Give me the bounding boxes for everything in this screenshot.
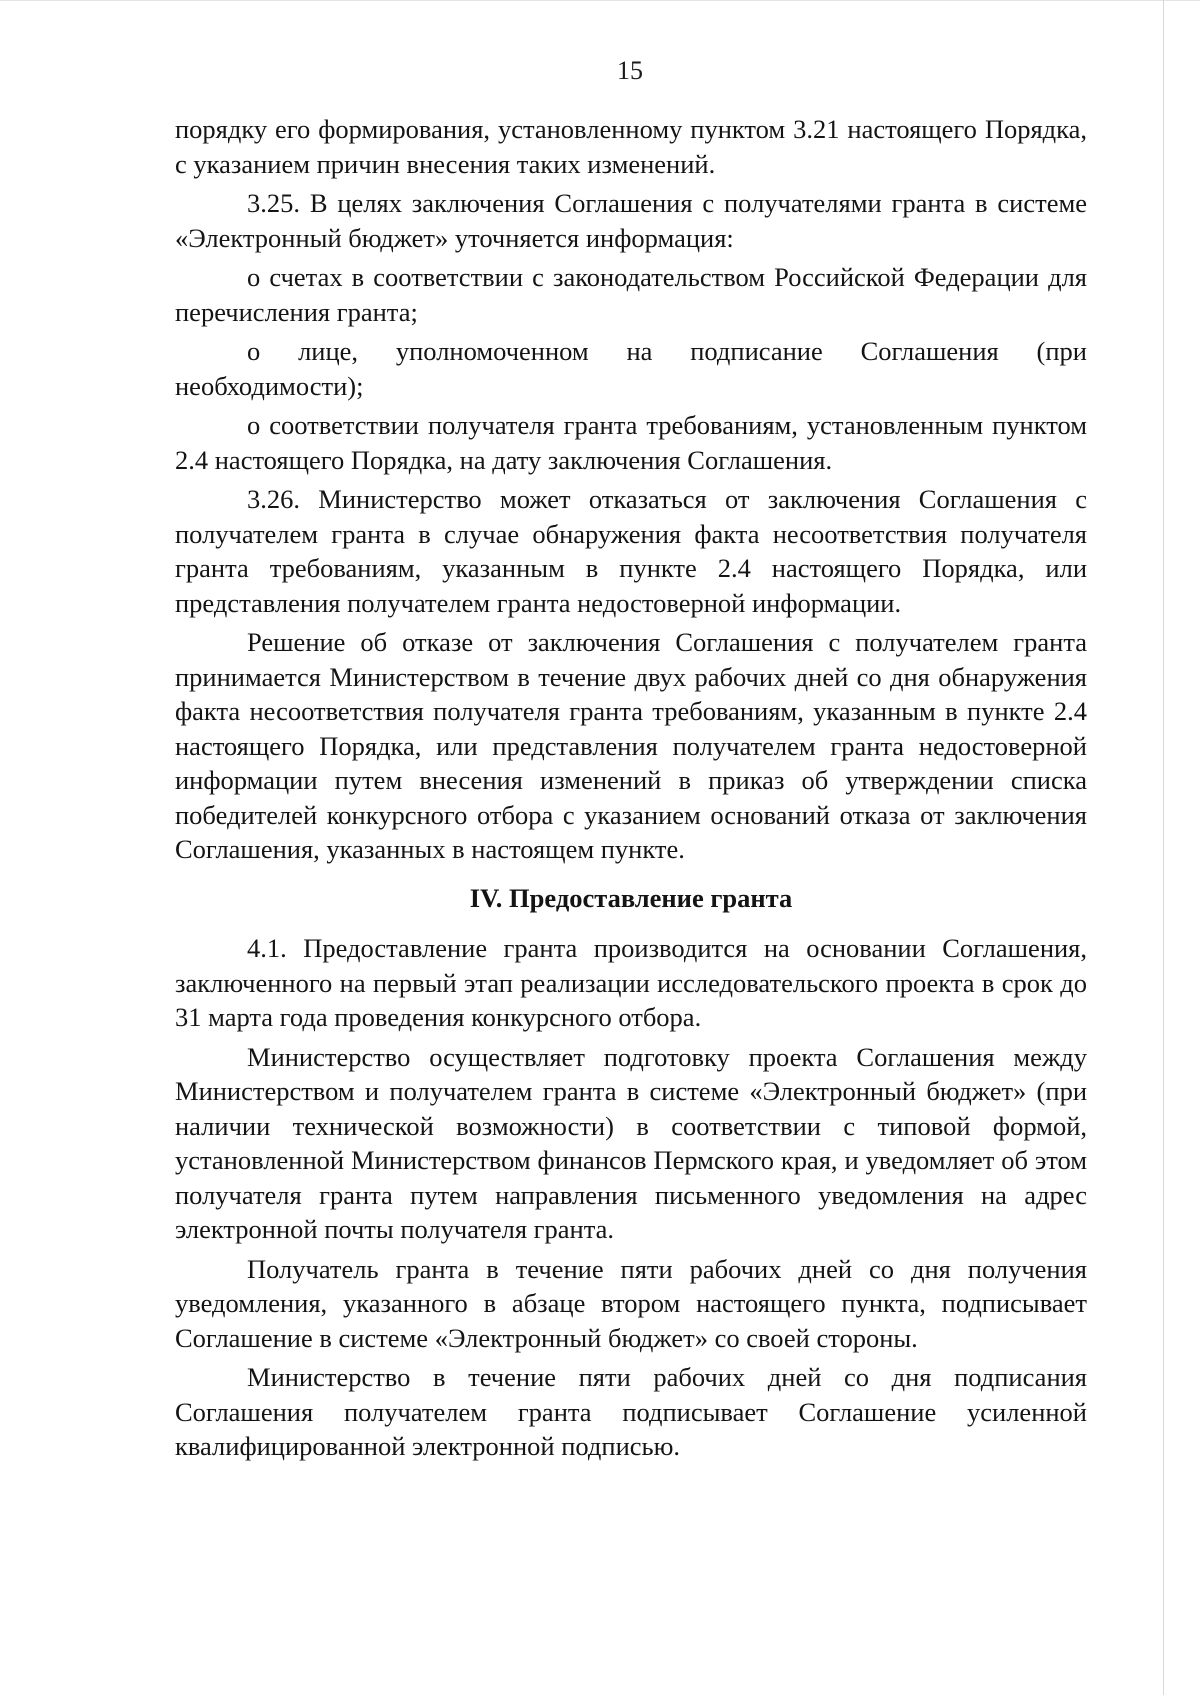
scan-edge-right [1163,0,1164,1695]
paragraph-authorized-person: о лице, уполномоченном на подписание Соглашения (при необходимости); [175,336,1087,401]
paragraph-4-1: 4.1. Предоставление гранта производится на основании Соглашения, заключенного на первый этап реализации исследовательского проекта в срок до 31 марта года проведения конкурсного отбора. [175,933,1087,1032]
section-heading: IV. Предоставление гранта [469,882,793,913]
paragraph-ministry-preparation: Министерство осуществляет подготовку проекта Соглашения между Министерством и получателем гранта в системе «Электронный бюджет» (при наличии технической возможности) в соответствии с типовой формой, установленной Министерством финансов Пермского края, и уведомляет об этом получателя гранта путем направления письменного уведомления на адрес электронной почты получателя гранта. [175,1041,1087,1244]
paragraph-continuation: порядку его формирования, установленному пунктом 3.21 настоящего Порядка, с указанием причин внесения таких изменений. [175,114,1087,179]
paragraph-refusal-decision: Решение об отказе от заключения Соглашения с получателем гранта принимается Министерством в течение двух рабочих дней со дня обнаружения факта несоответствия получателя гранта требованиям, указанным в пункте 2.4 настоящего Порядка, или представления получателем гранта недостоверной информации путем внесения изменений в приказ об утверждении списка победителей конкурсного отбора с указанием оснований отказа от заключения Соглашения, указанных в настоящем пункте. [175,627,1087,864]
paragraph-ministry-signing: Министерство в течение пяти рабочих дней со дня подписания Соглашения получателем гранта подписывает Соглашение усиленной квалифицированной электронной подписью. [175,1362,1087,1461]
paragraph-accounts: о счетах в соответствии с законодательством Российской Федерации для перечисления гранта; [175,262,1087,327]
paragraph-3-26: 3.26. Министерство может отказаться от заключения Соглашения с получателем гранта в случае обнаружения факта несоответствия получателя гранта требованиям, указанным в пункте 2.4 настоящего Порядка, или представления получателем гранта недостоверной информации. [175,484,1087,618]
paragraph-compliance: о соответствии получателя гранта требованиям, установленным пунктом 2.4 настоящего Порядка, на дату заключения Соглашения. [175,410,1087,475]
scan-edge-top [0,0,1200,1]
document-body [175,112,1087,1469]
page-number: 15 [617,56,643,85]
paragraph-3-25: 3.25. В целях заключения Соглашения с получателями гранта в системе «Электронный бюджет» уточняется информация: [175,188,1087,253]
paragraph-recipient-signing: Получатель гранта в течение пяти рабочих дней со дня получения уведомления, указанного в абзаце втором настоящего пункта, подписывает Соглашение в системе «Электронный бюджет» со своей стороны. [175,1253,1087,1353]
